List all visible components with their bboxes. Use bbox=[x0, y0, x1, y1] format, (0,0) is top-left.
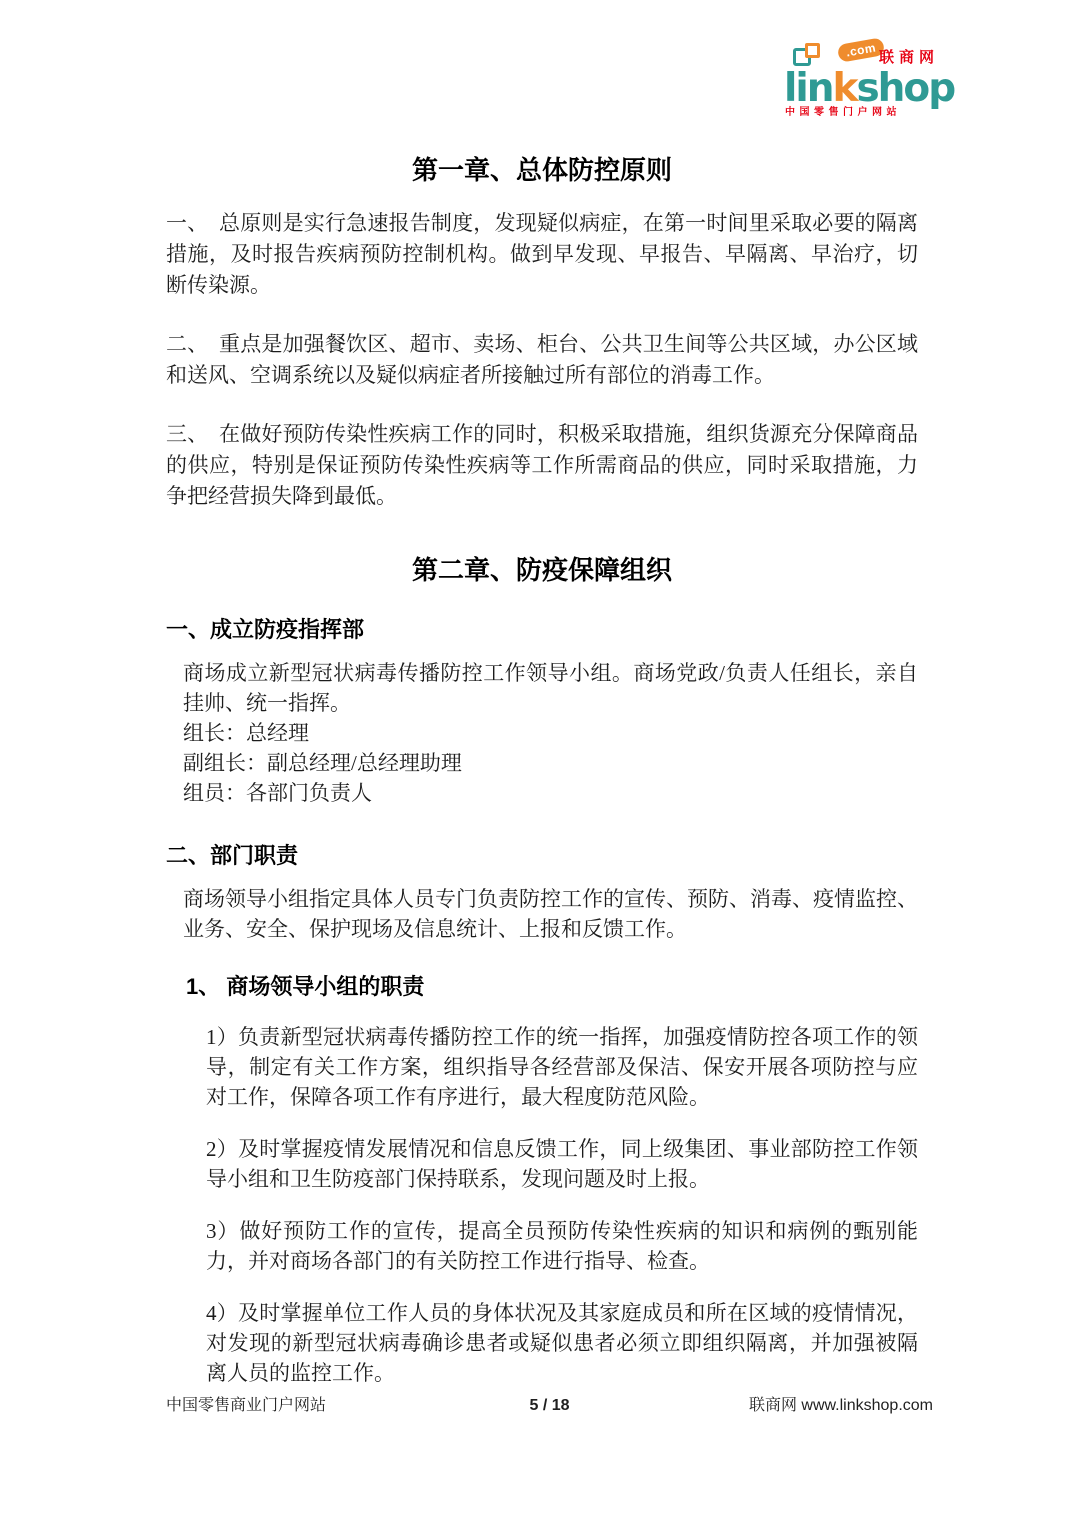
footer-page-number: 5 / 18 bbox=[529, 1397, 570, 1414]
footer-site-url: 联商网 www.linkshop.com bbox=[748, 1397, 934, 1414]
logo-chinese-name: 联商网 bbox=[878, 49, 939, 66]
page-footer bbox=[166, 1392, 933, 1415]
logo-word-lin: lin bbox=[784, 66, 833, 111]
footer-site-name: 中国零售商业门户网站 bbox=[166, 1397, 327, 1414]
chapter1-paragraph-1: 一、 总原则是实行急速报告制度，发现疑似病症，在第一时间里采取必要的隔离措施，及时报告疾病预防控制机构。做到早发现、早报告、早隔离、早治疗，切断传染源。 bbox=[166, 211, 918, 297]
linkshop-logo bbox=[784, 40, 955, 118]
section1-line-leader: 组长：总经理 bbox=[183, 721, 309, 745]
section1-heading: 一、成立防疫指挥部 bbox=[166, 617, 365, 642]
section2-intro: 商场领导小组指定具体人员专门负责防控工作的宣传、预防、消毒、疫情监控、业务、安全、保护现场及信息统计、上报和反馈工作。 bbox=[183, 887, 918, 941]
logo-tagline: 中国零售门户网站 bbox=[785, 107, 901, 118]
duty-item-1: 1）负责新型冠状病毒传播防控工作的统一指挥，加强疫情防控各项工作的领导，制定有关工作方案，组织指导各经营部及保洁、保安开展各项防控与应对工作，保障各项工作有序进行，最大程度防范风险。 bbox=[206, 1025, 918, 1109]
section2-sub1-heading: 1、 商场领导小组的职责 bbox=[186, 974, 425, 999]
duty-item-3: 3）做好预防工作的宣传，提高全员预防传染性疾病的知识和病例的甄别能力，并对商场各部门的有关防控工作进行指导、检查。 bbox=[206, 1219, 918, 1273]
section2-heading: 二、部门职责 bbox=[166, 843, 299, 868]
chapter1-title: 第一章、总体防控原则 bbox=[411, 155, 672, 185]
section1-intro: 商场成立新型冠状病毒传播防控工作领导小组。商场党政/负责人任组长，亲自挂帅、统一指挥。 bbox=[183, 661, 918, 715]
section1-line-deputy: 副组长：副总经理/总经理助理 bbox=[183, 751, 462, 775]
logo-square-orange-icon bbox=[805, 43, 820, 58]
section1-line-members: 组员：各部门负责人 bbox=[183, 781, 372, 805]
chapter1-paragraph-2: 二、 重点是加强餐饮区、超市、卖场、柜台、公共卫生间等公共区域，办公区域和送风、空调系统以及疑似病症者所接触过所有部位的消毒工作。 bbox=[166, 332, 918, 387]
duty-item-2: 2）及时掌握疫情发展情况和信息反馈工作，同上级集团、事业部防控工作领导小组和卫生防疫部门保持联系，发现问题及时上报。 bbox=[206, 1137, 918, 1191]
logo-com-badge: .com bbox=[837, 37, 885, 63]
chapter1-paragraph-3: 三、 在做好预防传染性疾病工作的同时，积极采取措施，组织货源充分保障商品的供应，特别是保证预防传染性疾病等工作所需商品的供应，同时采取措施，力争把经营损失降到最低。 bbox=[166, 422, 918, 508]
logo-word-k: k bbox=[832, 66, 857, 111]
duty-item-4: 4）及时掌握单位工作人员的身体状况及其家庭成员和所在区域的疫情情况，对发现的新型冠状病毒确诊患者或疑似患者必须立即组织隔离，并加强被隔离人员的监控工作。 bbox=[206, 1301, 918, 1385]
logo-word-shop: shop bbox=[856, 66, 955, 111]
chapter2-title: 第二章、防疫保障组织 bbox=[411, 555, 672, 585]
